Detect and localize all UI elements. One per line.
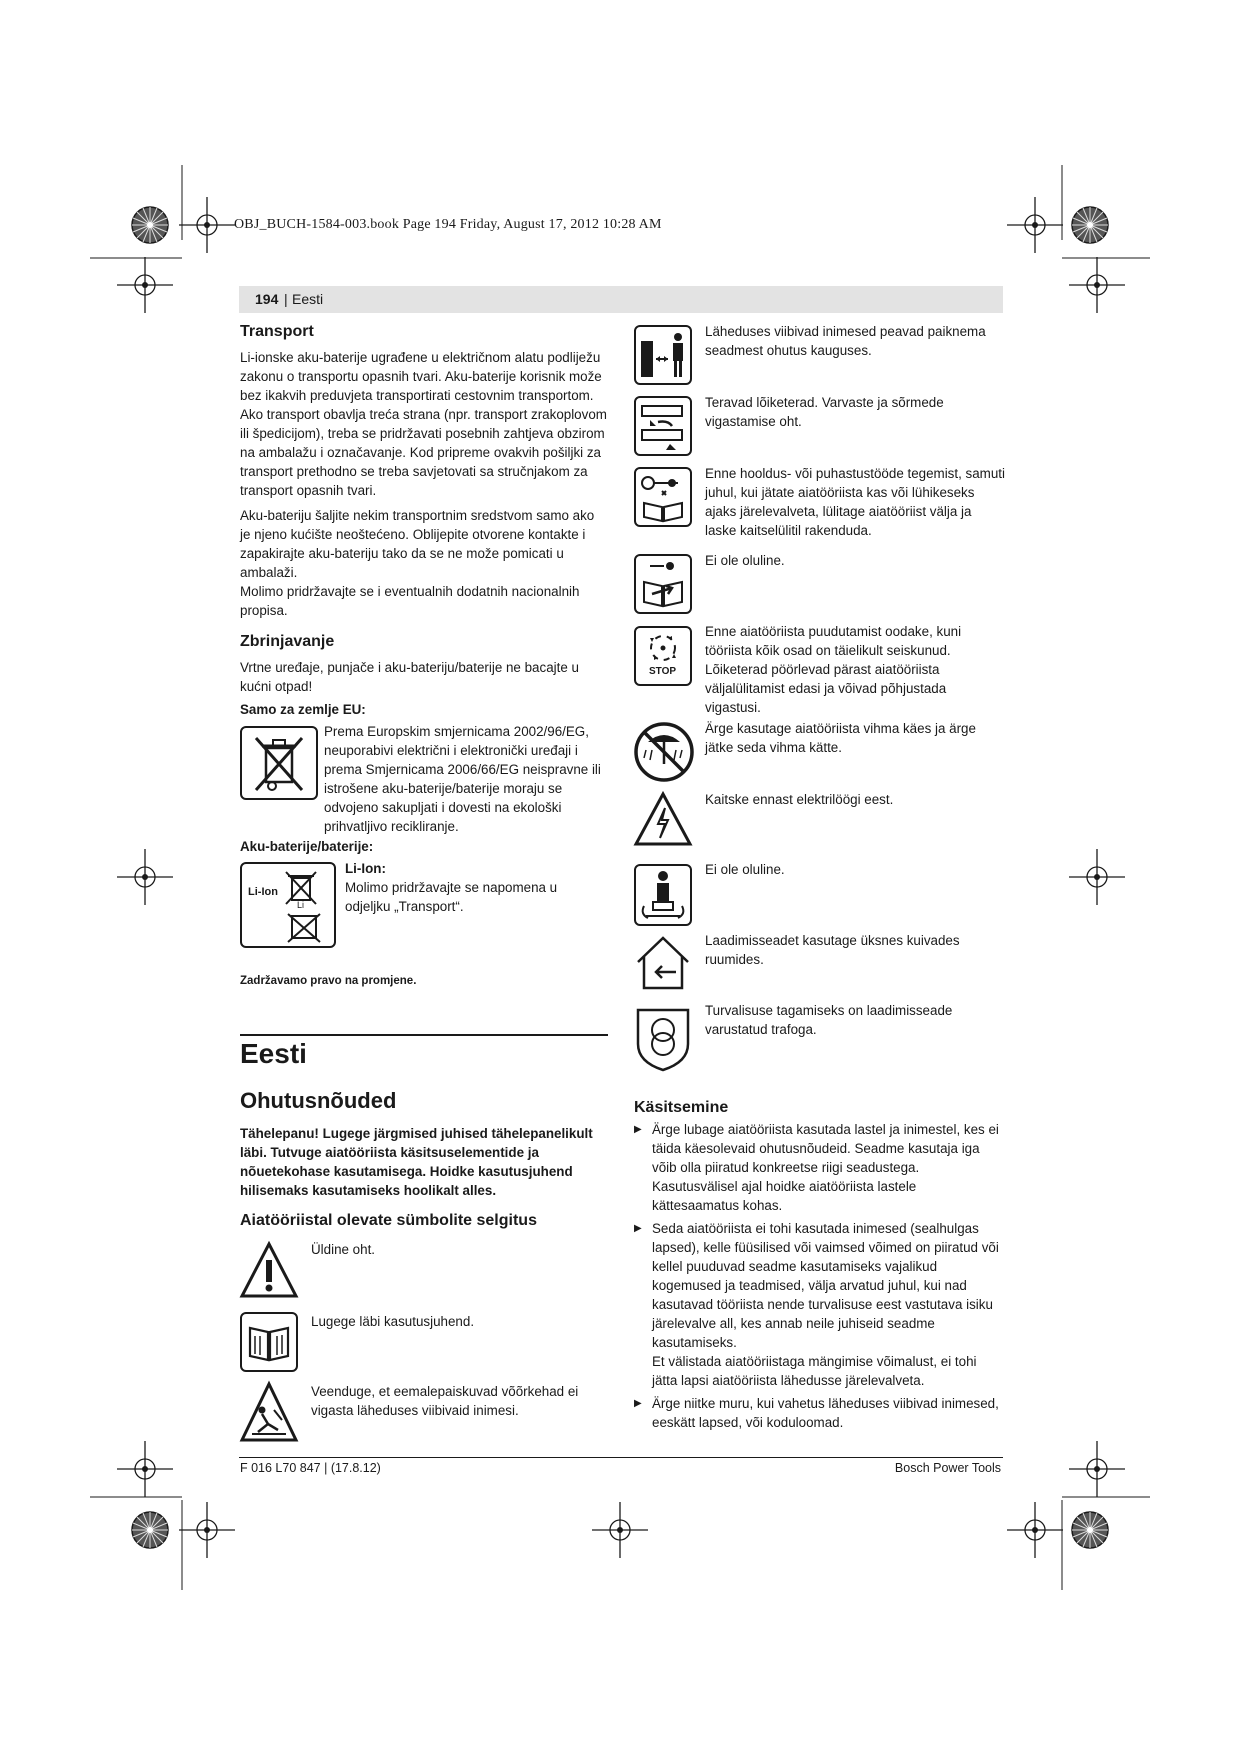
stop-rotation-icon: STOP [634,626,692,686]
li-ion-bin-icon: Li-Ion Li [240,862,336,948]
safe-distance-icon [634,325,692,385]
safety-warning: Tähelepanu! Lugege järgmised juhised tähelepanelikult läbi. Tutvuge aiatööriista käsitsuselementide ja nõuetekohase kasutamisega. Hoidke kasutusjuhend hilisemaks kasutamiseks hoolikalt alles. [240,1126,593,1198]
eu-label: Samo za zemlje EU: [240,702,366,717]
eu-text: Prema Europskim smjernicama 2002/96/EG, neuporabivi električni i elektronički uređaji i prema Smjernicama 2006/66/EG neispravne ili istrošene aku-baterije/baterije moraju se odvojeno sakupljati i dovesti na ekološki prihvatljivo recikliranje. [324,724,601,834]
handling-heading: Käsitsemine [634,1099,729,1116]
disposal-section [240,632,608,719]
rights-note: Zadržavamo pravo na promjene. [240,975,417,987]
page-number: 194 [255,291,279,307]
li-ion-title: Li-Ion: [345,861,386,876]
symbol-text: Laadimisseadet kasutage üksnes kuivades ruumides. [705,933,960,967]
section-rule [240,1034,608,1036]
transport-p1: Li-ionske aku-baterije ugrađene u električnom alatu podliježu zakonu o transportu opasnih tvari. Aku-baterije korisnik može bez ikakvih preduvjeta transportirati cestovnim transportom. Ako transport obavlja treća strana (npr. transport zrakoplovom ili špedicijom), treba se pridržavati posebnih zahtjeva obzirom na ambalažu i označavanje. Kod pripreme ovakvih pošiljki za transport prethodno se treba savjetovati sa stručnjakom za transport opasnih tvari. [240,350,607,498]
header-separator: | [284,291,288,307]
disposal-heading: Zbrinjavanje [240,633,335,650]
footer-left: F 016 L70 847 | (17.8.12) [240,1461,381,1475]
footer-rule [239,1457,1003,1458]
transport-p2: Aku-bateriju šaljite nekim transportnim sredstvom samo ako je njeno kućište neoštećeno. Oblijepite otvorene kontakte i zapakirajte aku-bateriju tako da se ne može pomicati u ambalaži. [240,508,595,580]
unplug-maintenance-icon [634,467,692,527]
indoor-use-icon [632,932,694,994]
sharp-blades-icon [634,396,692,456]
safety-transformer-icon [632,1004,694,1072]
li-ion-text: Molimo pridržavajte se napomena u odjeljku „Transport“. [345,880,558,914]
section-title: Eesti [240,1038,307,1069]
thrown-objects-icon [238,1380,300,1444]
safety-heading: Ohutusnõuded [240,1088,397,1113]
handling-section [634,1098,1002,1436]
electric-shock-icon [632,790,694,848]
handling-bullet-1: ▶ Ärge lubage aiatööriista kasutada lastel ja inimestel, kes ei täida käesolevaid ohutusnõudeid. Seadme kasutaja iga võib olla piiratud konkreetse riigi seadustega. Kasutusvälisel ajal hoidke aiatööriista lastele kättesaamatus kohas. [634,1120,1002,1215]
transport-heading: Transport [240,323,314,340]
warning-triangle-icon [238,1240,300,1300]
manual-book-icon [240,1312,298,1372]
transport-p3: Molimo pridržavajte se i eventualnih dodatnih nacionalnih propisa. [240,584,580,618]
symbol-text: Enne aiatööriista puudutamist oodake, kuni tööriista kõik osad on täielikult seiskunud. Lõiketerad pöörlevad pärast aiatööriista väljalülitamist edasi ja võivad põhjustada vigastusi. [705,624,962,715]
symbol-text: Veenduge, et eemalepaiskuvad võõrkehad ei vigasta läheduses viibivaid inimesi. [311,1384,579,1418]
handling-bullet-2: ▶ Seda aiatööriista ei tohi kasutada inimesed (sealhulgas lapsed), kelle füüsilised või vaimsed võimed on piiratud või kellel puuduvad seadme kasutamiseks vajalikud kogemused ja teadmised, välja arvatud juhul, kui nad kasutavad tööriista nende turvalisuse eest vastutava isiku järelevalve all, kes annab neile juhiseid seadme kasutamiseks. [634,1219,1002,1352]
symbol-text: Lugege läbi kasutusjuhend. [311,1314,475,1329]
not-relevant-icon [634,554,692,614]
handling-bullet-2-cont: Et välistada aiatööriistaga mängimise võimalust, ei tohi jätta lapsi aiatööriista lähedusse järelevalveta. [652,1354,977,1388]
symbol-text: Ei ole oluline. [705,862,785,877]
handling-bullet-3: ▶ Ärge niitke muru, kui vahetus läheduses viibivad inimesed, eeskätt lapsed, või koduloomad. [634,1394,1002,1432]
symbol-text: Üldine oht. [311,1242,376,1257]
header-language: Eesti [292,291,324,307]
battery-label: Aku-baterije/baterije: [240,839,374,854]
disposal-p1: Vrtne uređaje, punjače i aku-bateriju/baterije ne bacajte u kućni otpad! [240,660,579,694]
weee-bin-icon [240,726,318,800]
book-header: OBJ_BUCH-1584-003.book Page 194 Friday, August 17, 2012 10:28 AM [234,217,662,232]
symbol-text: Turvalisuse tagamiseks on laadimisseade varustatud trafoga. [705,1003,953,1037]
symbol-text: Kaitske ennast elektrilöögi eest. [705,792,894,807]
symbol-text: Ärge kasutage aiatööriista vihma käes ja ärge jätke seda vihma kätte. [705,721,976,755]
symbol-text: Enne hooldus- või puhastustööde tegemist, samuti juhul, kui jätate aiatööriista kas või lühikeseks ajaks järelevalveta, lülitage aiatööriist välja ja laske kaitselülitil rakenduda. [705,466,1005,538]
li-ion-note [345,859,605,916]
transport-section [240,322,608,626]
footer-right: Bosch Power Tools [894,1461,1001,1475]
symbol-text: Teravad lõiketerad. Varvaste ja sõrmede vigastamise oht. [705,395,944,429]
symbols-heading: Aiatööriistal olevate sümbolite selgitus [240,1212,537,1229]
no-rain-icon [632,720,696,784]
symbol-text: Läheduses viibivad inimesed peavad paiknema seadmest ohutus kauguses. [705,324,986,358]
operator-icon [634,864,692,926]
symbol-text: Ei ole oluline. [705,553,785,568]
page-header [239,286,1003,313]
